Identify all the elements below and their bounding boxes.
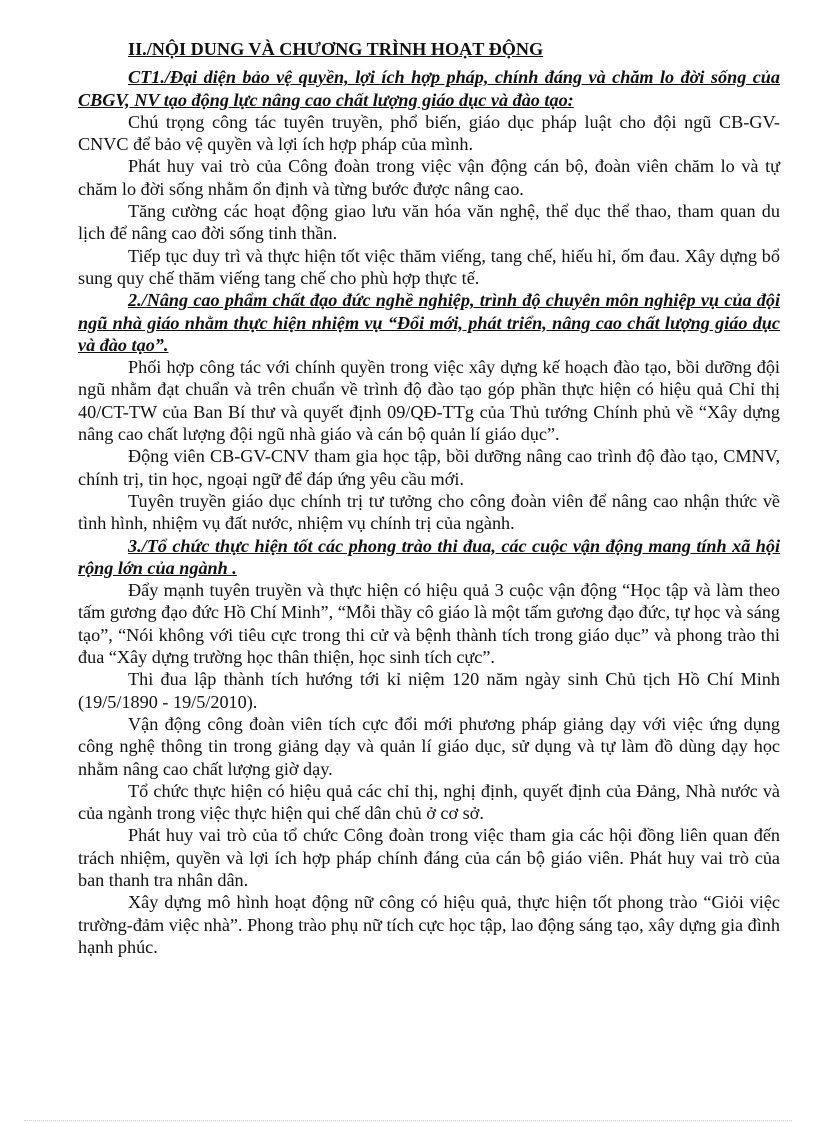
- paragraph: Chú trọng công tác tuyên truyền, phổ biến, giáo dục pháp luật cho đội ngũ CB-GV-CNVC để bảo vệ quyền và lợi ích hợp pháp của mình.: [78, 111, 780, 155]
- paragraph: Phát huy vai trò của tổ chức Công đoàn trong việc tham gia các hội đồng liên quan đến trách nhiệm, quyền và lợi ích hợp pháp chính đáng của cán bộ giáo viên. Phát huy vai trò của ban thanh tra nhân dân.: [78, 825, 780, 890]
- section-3: [78, 535, 780, 959]
- paragraph: Phối hợp công tác với chính quyền trong việc xây dựng kế hoạch đào tạo, bồi dưỡng đội ngũ nhằm đạt chuẩn và trên chuẩn về trình độ đào tạo góp phần thực hiện có hiệu quả Chỉ thị 40/CT-TW của Ban Bí thư và quyết định 09/QĐ-TTg của Thủ tướng Chính phủ về “Xây dựng nâng cao chất lượng đội ngũ nhà giáo và cán bộ quản lí giáo dục”.: [78, 357, 780, 445]
- paragraph: Vận động công đoàn viên tích cực đổi mới phương pháp giảng dạy với việc ứng dụng công nghệ thông tin trong giảng dạy và quản lí giáo dục, sử dụng và tự làm đồ dùng dạy học nhằm nâng cao chất lượng giờ dạy.: [78, 713, 780, 779]
- section-2: [78, 289, 780, 534]
- document-page: [78, 38, 780, 958]
- paragraph: Tuyên truyền giáo dục chính trị tư tưởng cho công đoàn viên để nâng cao nhận thức về tình hình, nhiệm vụ đất nước, nhiệm vụ chính trị của ngành.: [78, 490, 780, 534]
- paragraph: Tăng cường các hoạt động giao lưu văn hóa văn nghệ, thể dục thể thao, tham quan du lịch để nâng cao đời sống tinh thần.: [78, 201, 780, 244]
- section-heading: CT1./Đại diện bảo vệ quyền, lợi ích hợp pháp, chính đáng và chăm lo đời sống của CBGV, NV tạo động lực nâng cao chất lượng giáo dục và đào tạo:: [78, 67, 780, 110]
- section-ct1: [78, 66, 780, 289]
- paragraph: Tiếp tục duy trì và thực hiện tốt việc thăm viếng, tang chế, hiếu hỉ, ốm đau. Xây dựng bổ sung quy chế thăm viếng tang chế cho phù hợp thực tế.: [78, 245, 780, 288]
- paragraph: Động viên CB-GV-CNV tham gia học tập, bồi dưỡng nâng cao trình độ đào tạo, CMNV, chính trị, tin học, ngoại ngữ để đáp ứng yêu cầu mới.: [78, 446, 780, 489]
- paragraph: Xây dựng mô hình hoạt động nữ công có hiệu quả, thực hiện tốt phong trào “Giỏi việc trường-đảm việc nhà”. Phong trào phụ nữ tích cực học tập, lao động sáng tạo, xây dựng gia đình hạnh phúc.: [78, 892, 780, 957]
- paragraph: Tổ chức thực hiện có hiệu quả các chỉ thị, nghị định, quyết định của Đảng, Nhà nước và của ngành trong việc thực hiện qui chế dân chủ ở cơ sở.: [78, 780, 780, 824]
- paragraph: Thi đua lập thành tích hướng tới kỉ niệm 120 năm ngày sinh Chủ tịch Hồ Chí Minh (19/5/1890 - 19/5/2010).: [78, 669, 780, 712]
- section-heading: 3./Tổ chức thực hiện tốt các phong trào thi đua, các cuộc vận động mang tính xã hội rộng lớn của ngành .: [78, 535, 780, 578]
- page-bottom-divider: [24, 1120, 792, 1121]
- section-heading: 2./Nâng cao phẩm chất đạo đức nghề nghiệp, trình độ chuyên môn nghiệp vụ của đội ngũ nhà giáo nhằm thực hiện nhiệm vụ “Đổi mới, phát triển, nâng cao chất lượng giáo dục và đào tạo”.: [78, 290, 780, 355]
- section-title: II./NỘI DUNG VÀ CHƯƠNG TRÌNH HOẠT ĐỘNG: [128, 39, 544, 59]
- paragraph: Phát huy vai trò của Công đoàn trong việc vận động cán bộ, đoàn viên chăm lo và tự chăm lo đời sống nhằm ổn định và từng bước được nâng cao.: [78, 156, 780, 199]
- paragraph: Đẩy mạnh tuyên truyền và thực hiện có hiệu quả 3 cuộc vận động “Học tập và làm theo tấm gương đạo đức Hồ Chí Minh”, “Mỗi thầy cô giáo là một tấm gương đạo đức, tự học và sáng tạo”, “Nói không với tiêu cực trong thi cử và bệnh thành tích trong giáo dục” và phong trào thi đua “Xây dựng trường học thân thiện, học sinh tích cực”.: [78, 580, 780, 668]
